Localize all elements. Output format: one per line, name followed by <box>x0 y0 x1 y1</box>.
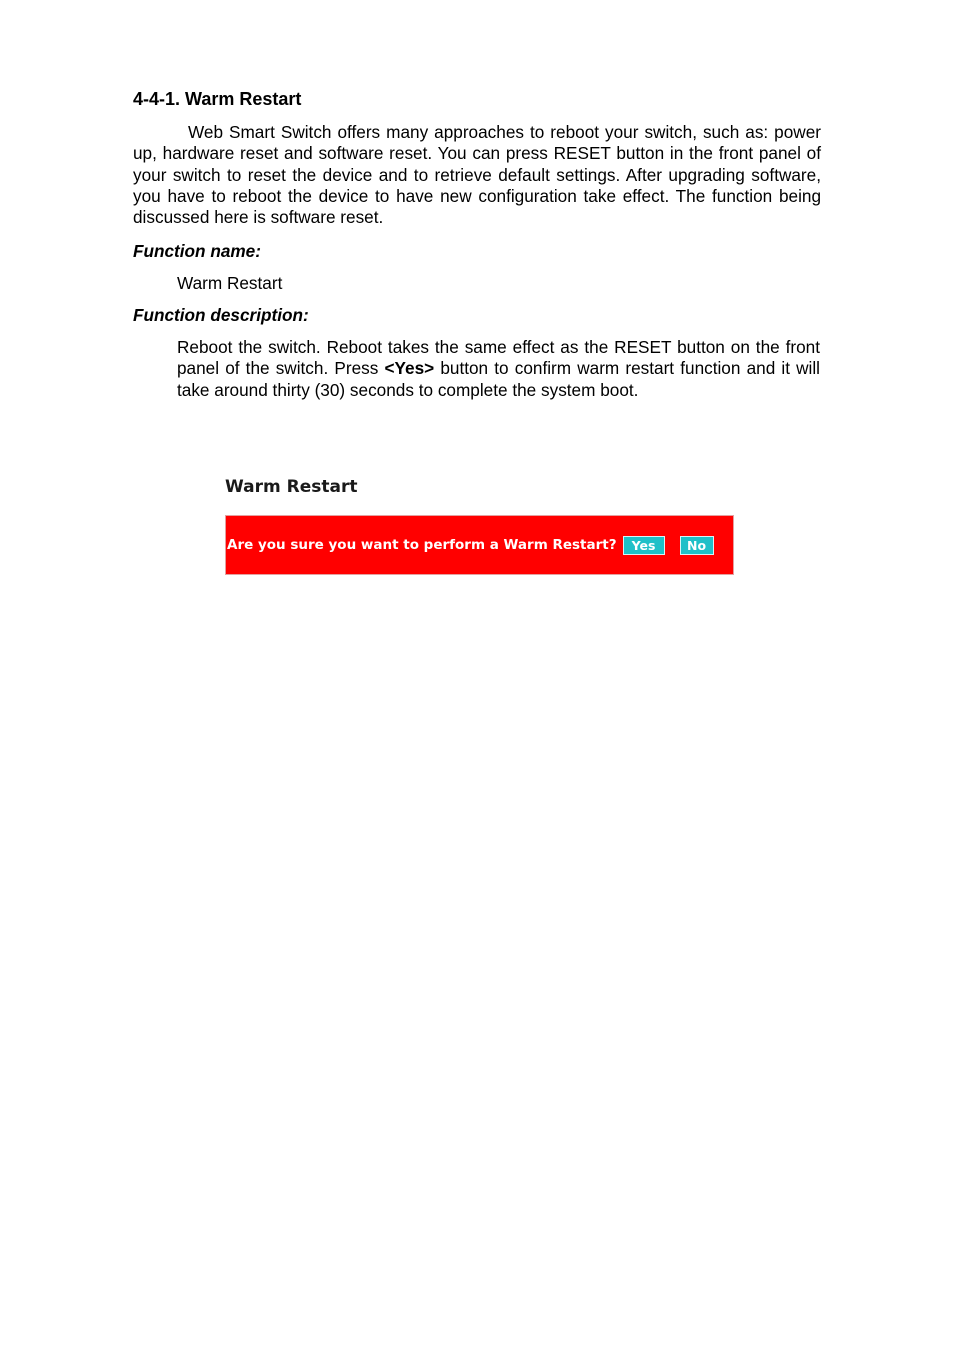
description-text-before: Reboot the switch. Reboot takes the same effect as the RESET button on the front panel of the switch. Press <box>177 337 820 379</box>
confirm-question: Are you sure you want to perform a Warm Restart? <box>227 537 617 553</box>
warm-restart-panel-title: Warm Restart <box>225 477 358 497</box>
function-name-value: Warm Restart <box>177 273 283 293</box>
intro-paragraph: Web Smart Switch offers many approaches to reboot your switch, such as: power up, hardware reset and software reset. You can press RESET button in the front panel of your switch to reset the device and to retrieve default settings. After upgrading software, you have to reboot the device to have new configuration take effect. The function being discussed here is software reset. <box>133 122 821 228</box>
function-description-label: Function description: <box>133 305 309 325</box>
description-text-after: button to confirm warm restart function and it will take around thirty (30) seconds to complete the system boot. <box>177 358 820 400</box>
yes-button[interactable]: Yes <box>623 536 665 555</box>
function-name-label: Function name: <box>133 241 261 261</box>
function-description-text <box>177 337 820 401</box>
section-title: 4-4-1. Warm Restart <box>133 89 302 109</box>
description-yes-reference: <Yes> <box>384 358 435 379</box>
warm-restart-confirm-bar <box>225 515 734 575</box>
no-button[interactable]: No <box>680 536 714 555</box>
